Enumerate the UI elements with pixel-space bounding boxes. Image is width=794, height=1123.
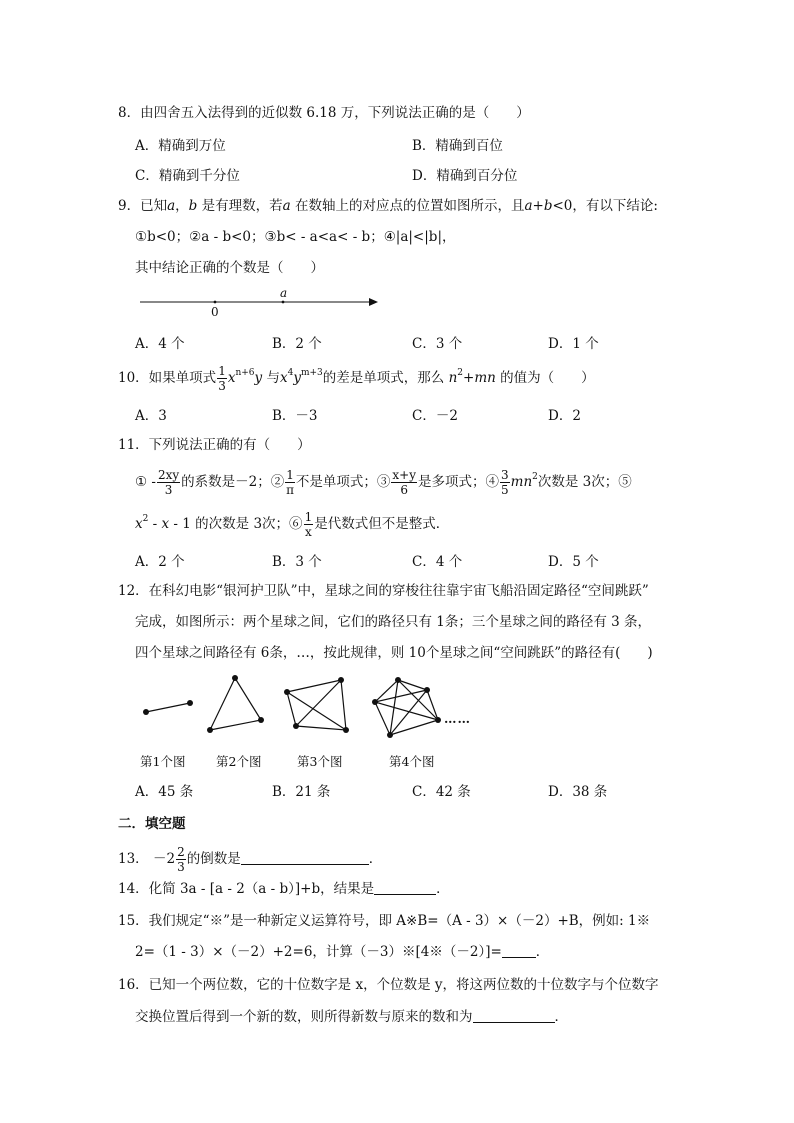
q9-option-b[interactable]: B．2 个 [272, 336, 322, 352]
q9-option-d[interactable]: D．1 个 [548, 336, 599, 352]
q8-stem: 8．由四舍五入法得到的近似数 6.18 万，下列说法正确的是（ ） [118, 105, 530, 121]
star-graph-figures [138, 670, 498, 745]
q11-option-d[interactable]: D．5 个 [548, 554, 599, 570]
q16-answer-blank[interactable] [473, 1008, 555, 1023]
fig2-triangle [210, 678, 261, 730]
q15-line1: 15．我们规定“※”是一种新定义运算符号，即 A※B=（A - 3）×（－2）+B，例如: 1※ [118, 913, 651, 929]
q10-option-d[interactable]: D．2 [548, 408, 581, 424]
q12-line3: 四个星球之间路径有 6条，…，按此规律，则 10个星球之间“空间跳跃”的路径有( ) [135, 645, 653, 661]
q14: 14．化简 3a - [a - 2（a - b）]+b，结果是 ． [118, 881, 450, 897]
q12-line2: 完成，如图所示：两个星球之间，它们的路径只有 1条；三个星球之间的路径有 3 条， [135, 614, 652, 630]
q14-answer-blank[interactable] [374, 880, 436, 895]
q11-stem: 11．下列说法正确的有（ ） [118, 437, 311, 453]
fig1-edge [146, 703, 190, 712]
q15-answer-blank[interactable] [502, 943, 536, 958]
q11-option-a[interactable]: A．2 个 [135, 554, 185, 570]
q9-option-a[interactable]: A．4 个 [135, 336, 185, 352]
q12-option-c[interactable]: C．42 条 [412, 784, 471, 800]
q11-statements-line2: $x^2$ - x - 1 的次数是 3次；⑥ $\frac{1}{x}$ 是代数式但不是整式． [135, 510, 450, 539]
q8-option-b[interactable]: B．精确到百位 [412, 138, 503, 154]
q8-option-c[interactable]: C．精确到千分位 [135, 168, 240, 184]
q8-option-d[interactable]: D．精确到百分位 [412, 168, 518, 184]
q10-option-b[interactable]: B．－3 [272, 408, 318, 424]
q12-option-a[interactable]: A．45 条 [135, 784, 194, 800]
q16-line1: 16．已知一个两位数，它的十位数字是 x，个位数是 y，将这两位数的十位数字与个位数字 [118, 977, 659, 993]
ellipsis: …… [444, 711, 471, 726]
q12-option-b[interactable]: B．21 条 [272, 784, 331, 800]
q10-option-a[interactable]: A．3 [135, 408, 167, 424]
q11-option-c[interactable]: C．4 个 [412, 554, 463, 570]
axis-zero-label: 0 [211, 305, 219, 319]
q11-option-b[interactable]: B．3 个 [272, 554, 322, 570]
point-a [282, 301, 285, 304]
q9-conclusions: ①b<0；②a - b<0；③b< - a<a< - b；④|a|<|b|， [135, 229, 456, 245]
q12-option-d[interactable]: D．38 条 [548, 784, 608, 800]
caption-fig1: 第1个图 [140, 754, 186, 769]
number-line-arrow [369, 298, 378, 306]
fig3-diag2 [296, 680, 341, 726]
caption-fig3: 第3个图 [297, 754, 343, 769]
axis-a-label: a [280, 286, 288, 300]
section-title-fill-blank: 二．填空题 [118, 816, 186, 832]
q10-stem: 10．如果单项式 $\frac{1}{3}$ $x^{n+6}y$ 与$x^4y^{m+3}$的差是单项式，那么 $n^2+mn$ 的值为（ ） [118, 364, 595, 393]
q11-statements-line1: ① - $\frac{2xy}{3}$ 的系数是－2；② $\frac{1}{\pi}$ 不是单项式；③ $\frac{x+y}{6}$ 是多项式；④ $\frac{3}{5}$ $mn^2$次数是 3次；⑤ [135, 468, 632, 497]
q9-option-c[interactable]: C．3 个 [412, 336, 463, 352]
q13-answer-blank[interactable] [241, 850, 369, 865]
q8-option-a[interactable]: A．精确到万位 [135, 138, 226, 154]
number-line-figure [140, 288, 385, 318]
q9-stem: 9．已知a，b 是有理数，若a 在数轴上的对应点的位置如图所示，且a+b<0，有以下结论: [118, 198, 658, 214]
q13: 13． －2 $\frac{2}{3}$ 的倒数是 ． [118, 845, 383, 874]
q15-line2: 2=（1 - 3）×（－2）+2=6，计算（－3）※[4※（－2）]= ． [135, 944, 550, 960]
origin-point [214, 301, 217, 304]
q12-line1: 12．在科幻电影“银河护卫队”中，星球之间的穿梭往往靠宇宙飞船沿固定路径“空间跳跃” [118, 583, 649, 599]
q9-ask: 其中结论正确的个数是（ ） [135, 260, 324, 276]
q16-line2: 交换位置后得到一个新的数，则所得新数与原来的数和为 ． [135, 1009, 568, 1025]
caption-fig2: 第2个图 [216, 754, 262, 769]
q10-option-c[interactable]: C．－2 [412, 408, 458, 424]
caption-fig4: 第4个图 [389, 754, 435, 769]
